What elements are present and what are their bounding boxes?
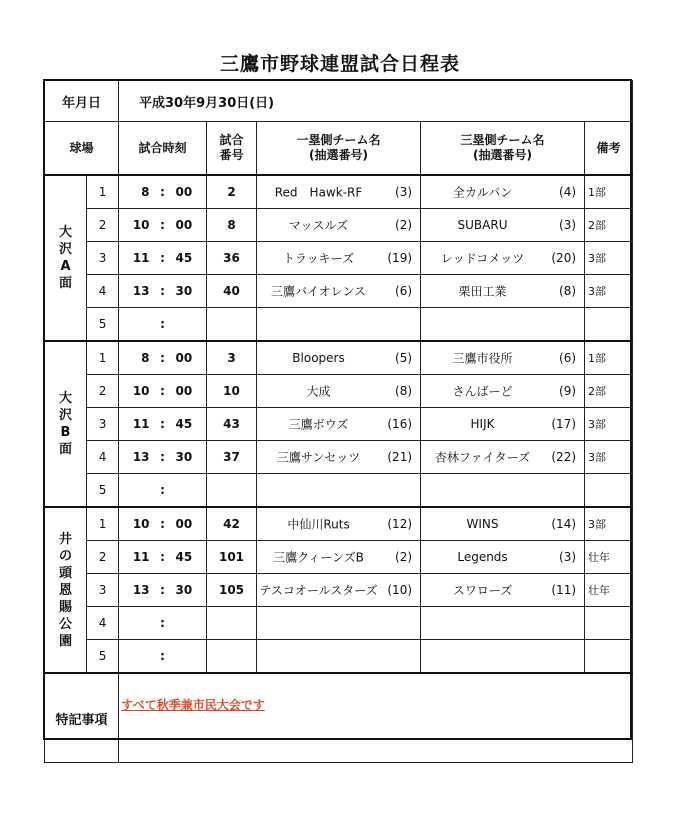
game-row [45, 474, 633, 508]
header-match-no [207, 122, 257, 176]
time-colon: : [160, 251, 165, 265]
notes-row [45, 673, 633, 763]
first-base-team-name: 三鷹サンセッツ [276, 450, 361, 465]
game-row [45, 640, 633, 674]
match-number [207, 474, 257, 508]
game-no: 4 [87, 275, 119, 308]
game-no: 2 [87, 209, 119, 242]
time-minute: 45 [175, 417, 193, 431]
game-no: 3 [87, 242, 119, 275]
first-base-lottery-no: (3) [395, 185, 413, 199]
third-base-team [421, 375, 585, 408]
match-number: 43 [207, 408, 257, 441]
header-first-base-team [257, 122, 421, 176]
game-time [119, 474, 207, 508]
first-base-lottery-no: (16) [387, 417, 413, 431]
date-value: 平成30年9月30日(日) [119, 81, 633, 122]
game-remark: 3部 [585, 507, 633, 541]
third-base-team-name: SUBARU [457, 218, 508, 232]
first-base-team [257, 541, 421, 574]
game-time [119, 640, 207, 674]
match-number: 42 [207, 507, 257, 541]
time-hour: 10 [132, 517, 150, 531]
game-no: 1 [87, 507, 119, 541]
header-third-base-line2: (抽選番号) [473, 148, 532, 162]
time-hour: 11 [132, 417, 150, 431]
first-base-team [257, 341, 421, 375]
date-label: 年月日 [45, 81, 119, 122]
third-base-team [421, 574, 585, 607]
first-base-team [257, 607, 421, 640]
game-row [45, 441, 633, 474]
time-colon: : [160, 284, 165, 298]
header-row [45, 122, 633, 176]
game-no: 4 [87, 441, 119, 474]
third-base-team [421, 275, 585, 308]
venue-name [45, 175, 87, 341]
time-colon: : [160, 384, 165, 398]
third-base-team-name: 三鷹市役所 [452, 351, 513, 366]
notes-label: 特記事項 [45, 673, 119, 763]
game-time [119, 574, 207, 607]
third-base-lottery-no: (3) [559, 218, 577, 232]
third-base-team [421, 474, 585, 508]
third-base-team-name: WINS [466, 517, 499, 531]
first-base-team-name: 中仙川Ruts [287, 517, 350, 532]
header-third-base-line1: 三塁側チーム名 [460, 133, 545, 147]
third-base-lottery-no: (9) [559, 384, 577, 398]
game-time [119, 507, 207, 541]
third-base-team [421, 308, 585, 342]
page-title: 三鷹市野球連盟試合日程表 [219, 53, 460, 75]
first-base-lottery-no: (2) [395, 550, 413, 564]
first-base-lottery-no: (10) [387, 583, 413, 597]
game-no: 2 [87, 541, 119, 574]
time-hour: 13 [132, 450, 150, 464]
first-base-lottery-no: (5) [395, 351, 413, 365]
game-time [119, 541, 207, 574]
game-time [119, 341, 207, 375]
third-base-lottery-no: (3) [559, 550, 577, 564]
third-base-team-name: 栗田工業 [458, 284, 507, 299]
schedule-table [44, 80, 633, 763]
third-base-team-name: 全カルパン [452, 185, 513, 200]
third-base-lottery-no: (20) [551, 251, 577, 265]
first-base-team [257, 574, 421, 607]
game-no: 5 [87, 474, 119, 508]
game-remark: 2部 [585, 209, 633, 242]
first-base-team [257, 441, 421, 474]
game-row [45, 275, 633, 308]
game-row [45, 541, 633, 574]
third-base-lottery-no: (4) [559, 185, 577, 199]
time-minute: 00 [175, 384, 193, 398]
first-base-lottery-no: (12) [387, 517, 413, 531]
game-row [45, 607, 633, 640]
time-colon: : [160, 517, 165, 531]
time-hour: 8 [141, 351, 150, 365]
match-number [207, 308, 257, 342]
time-minute: 30 [175, 583, 193, 597]
header-match-no-line2: 番号 [219, 148, 244, 162]
venue-name-text: 井の頭恩賜公園 [58, 531, 72, 649]
first-base-team-name: 三鷹クィーンズB [273, 550, 364, 565]
time-hour: 8 [141, 185, 150, 199]
game-time [119, 209, 207, 242]
header-remarks: 備考 [585, 122, 633, 176]
time-colon: : [160, 616, 165, 630]
game-time [119, 408, 207, 441]
game-remark: 3部 [585, 275, 633, 308]
time-colon: : [160, 550, 165, 564]
venue-name [45, 341, 87, 507]
header-third-base-team [421, 122, 585, 176]
game-time [119, 242, 207, 275]
third-base-team-name: HIJK [470, 417, 495, 431]
game-no: 1 [87, 341, 119, 375]
game-row [45, 175, 633, 209]
third-base-team [421, 341, 585, 375]
match-number: 3 [207, 341, 257, 375]
time-colon: : [160, 351, 165, 365]
game-row [45, 574, 633, 607]
time-hour: 13 [132, 284, 150, 298]
game-time [119, 275, 207, 308]
first-base-team-name: テスコオールスターズ [259, 583, 378, 598]
third-base-lottery-no: (11) [551, 583, 577, 597]
game-no: 5 [87, 640, 119, 674]
time-colon: : [160, 218, 165, 232]
time-minute: 00 [175, 351, 193, 365]
time-hour: 10 [132, 218, 150, 232]
game-row [45, 507, 633, 541]
game-time [119, 175, 207, 209]
game-remark: 壮年 [585, 574, 633, 607]
game-remark: 1部 [585, 341, 633, 375]
first-base-team-name: 三鷹バイオレンス [271, 284, 366, 299]
game-row [45, 375, 633, 408]
time-colon: : [160, 185, 165, 199]
match-number: 10 [207, 375, 257, 408]
game-time [119, 308, 207, 342]
third-base-lottery-no: (22) [551, 450, 577, 464]
first-base-lottery-no: (2) [395, 218, 413, 232]
third-base-team-name: さんばーど [452, 384, 513, 399]
match-number: 105 [207, 574, 257, 607]
time-minute: 30 [175, 450, 193, 464]
game-row [45, 341, 633, 375]
time-colon: : [160, 583, 165, 597]
time-colon: : [160, 317, 165, 331]
game-row [45, 209, 633, 242]
third-base-team [421, 607, 585, 640]
header-venue: 球場 [45, 122, 119, 176]
third-base-team-name: Legends [457, 550, 508, 564]
first-base-team-name: Red Hawk-RF [274, 185, 363, 200]
match-number: 36 [207, 242, 257, 275]
match-number: 40 [207, 275, 257, 308]
first-base-lottery-no: (6) [395, 284, 413, 298]
third-base-team [421, 541, 585, 574]
header-match-no-line1: 試合 [219, 133, 244, 147]
game-remark: 3部 [585, 242, 633, 275]
header-time: 試合時刻 [119, 122, 207, 176]
game-no: 3 [87, 574, 119, 607]
third-base-team-name: レッドコメッツ [440, 251, 525, 266]
game-remark: 3部 [585, 441, 633, 474]
time-minute: 45 [175, 550, 193, 564]
third-base-team [421, 209, 585, 242]
third-base-team-name: 杏林ファイターズ [434, 450, 531, 465]
game-remark [585, 607, 633, 640]
match-number: 101 [207, 541, 257, 574]
venue-name [45, 507, 87, 673]
third-base-team [421, 640, 585, 674]
game-no: 3 [87, 408, 119, 441]
match-number [207, 607, 257, 640]
third-base-lottery-no: (6) [559, 351, 577, 365]
first-base-lottery-no: (19) [387, 251, 413, 265]
game-remark [585, 474, 633, 508]
venue-name-text: 大沢B面 [58, 391, 72, 457]
game-remark: 1部 [585, 175, 633, 209]
match-number: 2 [207, 175, 257, 209]
first-base-team [257, 640, 421, 674]
first-base-team [257, 175, 421, 209]
game-remark: 2部 [585, 375, 633, 408]
first-base-team-name: 大成 [306, 384, 331, 399]
date-row [45, 81, 633, 122]
third-base-team [421, 242, 585, 275]
first-base-lottery-no: (21) [387, 450, 413, 464]
third-base-team-name: スワローズ [452, 583, 513, 598]
notes-value: すべて秋季兼市民大会です [119, 673, 633, 763]
third-base-team [421, 441, 585, 474]
game-no: 5 [87, 308, 119, 342]
time-hour: 11 [132, 251, 150, 265]
time-minute: 00 [175, 218, 193, 232]
third-base-lottery-no: (14) [551, 517, 577, 531]
game-time [119, 441, 207, 474]
third-base-lottery-no: (17) [551, 417, 577, 431]
match-number: 37 [207, 441, 257, 474]
game-time [119, 607, 207, 640]
first-base-team [257, 308, 421, 342]
game-remark: 壮年 [585, 541, 633, 574]
game-no: 4 [87, 607, 119, 640]
header-first-base-line1: 一塁側チーム名 [296, 133, 381, 147]
time-hour: 13 [132, 583, 150, 597]
time-colon: : [160, 450, 165, 464]
time-minute: 30 [175, 284, 193, 298]
time-hour: 11 [132, 550, 150, 564]
time-colon: : [160, 483, 165, 497]
first-base-team [257, 275, 421, 308]
third-base-lottery-no: (8) [559, 284, 577, 298]
game-remark [585, 640, 633, 674]
first-base-team [257, 375, 421, 408]
third-base-team [421, 507, 585, 541]
first-base-team-name: マッスルズ [288, 218, 349, 233]
match-number: 8 [207, 209, 257, 242]
game-row [45, 308, 633, 342]
header-first-base-line2: (抽選番号) [309, 148, 368, 162]
time-minute: 00 [175, 185, 193, 199]
third-base-team [421, 175, 585, 209]
first-base-team-name: トラッキーズ [282, 251, 355, 266]
first-base-team-name: Bloopers [292, 351, 345, 365]
time-hour: 10 [132, 384, 150, 398]
game-row [45, 242, 633, 275]
match-number [207, 640, 257, 674]
third-base-team [421, 408, 585, 441]
game-remark [585, 308, 633, 342]
first-base-team [257, 209, 421, 242]
first-base-team [257, 408, 421, 441]
first-base-team-name: 三鷹ボウズ [288, 417, 349, 432]
time-minute: 45 [175, 251, 193, 265]
game-row [45, 408, 633, 441]
time-colon: : [160, 417, 165, 431]
game-remark: 3部 [585, 408, 633, 441]
venue-name-text: 大沢A面 [58, 225, 72, 291]
first-base-lottery-no: (8) [395, 384, 413, 398]
first-base-team [257, 242, 421, 275]
game-time [119, 375, 207, 408]
first-base-team [257, 474, 421, 508]
time-minute: 00 [175, 517, 193, 531]
time-colon: : [160, 649, 165, 663]
first-base-team [257, 507, 421, 541]
game-no: 2 [87, 375, 119, 408]
game-no: 1 [87, 175, 119, 209]
